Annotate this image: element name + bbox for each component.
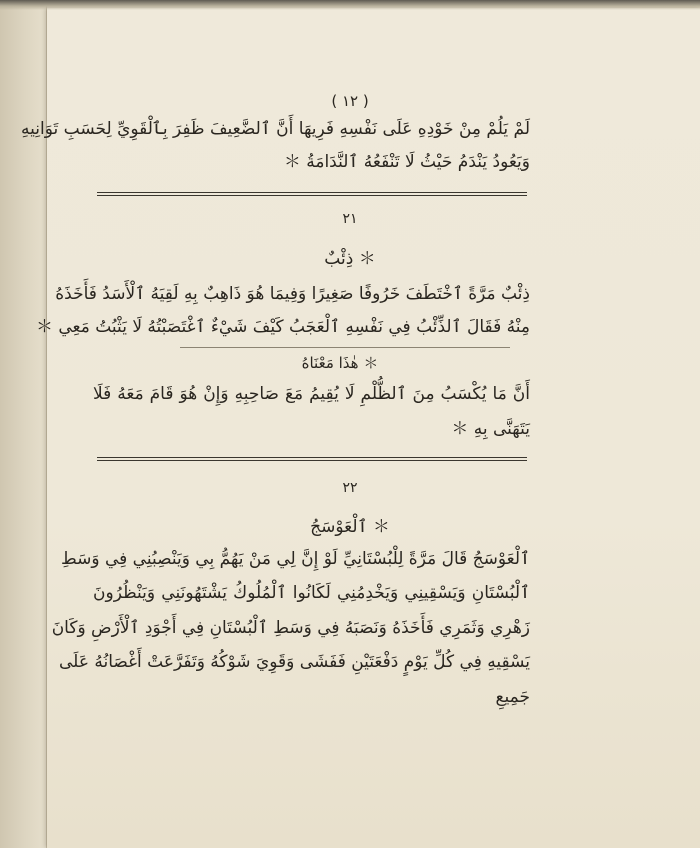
page-number: ( ١٢ ) (331, 92, 369, 110)
fable20-line-2: وَيَعُودُ يَنْدَمُ حَيْثُ لَا تَنْفَعُهُ ٱلنَّدَامَةُ ＊ (283, 152, 530, 172)
section-rule-2 (97, 457, 527, 461)
fable22-line-3: زَهْرِي وَثَمَرِي فَأَخَذَهُ وَنَصَبَهُ فِي وَسَطِ ٱلْبُسْتَانِ فِي أَجْوَدِ ٱلْأَرْضِ وَكَانَ (51, 618, 530, 638)
section-rule (97, 192, 527, 196)
top-edge-shadow (0, 0, 700, 10)
fable22-line-1: ٱلْعَوْسَجُ قَالَ مَرَّةً لِلْبُسْتَانِيِّ لَوْ إِنَّ لِي مَنْ يَهُمُّ بِي وَيَنْصِبُنِي فِي وَسَطِ (60, 549, 530, 569)
fable22-title: ٱلْعَوْسَجُ ＊ (310, 517, 390, 537)
fable20-line-1: لَمْ يَلُمْ مِنْ خَوْدِهِ عَلَى نَفْسِهِ فَرِيهَا أَنَّ ٱلضَّعِيفَ ظَفِرَ بِٱلْقَوِيِّ لِحَسَبِ تَوَانِيهِ (21, 119, 530, 139)
fable22-line-2: ٱلْبُسْتَانِ وَيَسْقِينِي وَيَخْدِمُنِي لَكَانُوا ٱلْمُلُوكُ يَشْتَهُونَنِي وَيَنْظُرُونَ (93, 583, 530, 603)
fable21-moral-line-2: يَتَهَنَّى بِهِ ＊ (451, 419, 530, 439)
fable22-line-4: يَسْقِيهِ فِي كُلِّ يَوْمٍ دَفْعَتَيْنِ فَفَشَى وَقَوِيَ شَوْكُهُ وَتَفَرَّعَتْ أَغْصَانُهُ عَلَى (59, 652, 530, 672)
fable21-line-2: مِنْهُ فَقَالَ ٱلذِّئْبُ فِي نَفْسِهِ ٱلْعَجَبُ كَيْفَ شَيْءٌ ٱغْتَصَبْتُهُ لَا يَثْبُتُ مَعِي ＊ (35, 317, 530, 337)
fable21-moral-line-1: أَنَّ مَا يُكْسَبُ مِنَ ٱلظُّلْمِ لَا يُقِيمُ مَعَ صَاحِبِهِ وَإِنْ هُوَ قَامَ مَعَهُ فَلَا (93, 384, 530, 404)
fable22-number: ٢٢ (342, 480, 358, 496)
moral-rule (180, 347, 510, 348)
fable21-line-1: ذِئْبٌ مَرَّةً ٱخْتَطَفَ خَرُوفًا صَغِيرًا وَفِيمَا هُوَ ذَاهِبٌ بِهِ لَقِيَهُ ٱلْأَسَدُ فَأَخَذَهُ (55, 284, 530, 304)
fable21-moral-heading: هٰذَا مَعْنَاهُ ＊ (301, 354, 379, 372)
fable21-title: ذِئْبٌ ＊ (324, 249, 376, 269)
fable21-number: ٢١ (342, 211, 358, 227)
fable22-line-5: جَمِيعِ (495, 687, 530, 707)
